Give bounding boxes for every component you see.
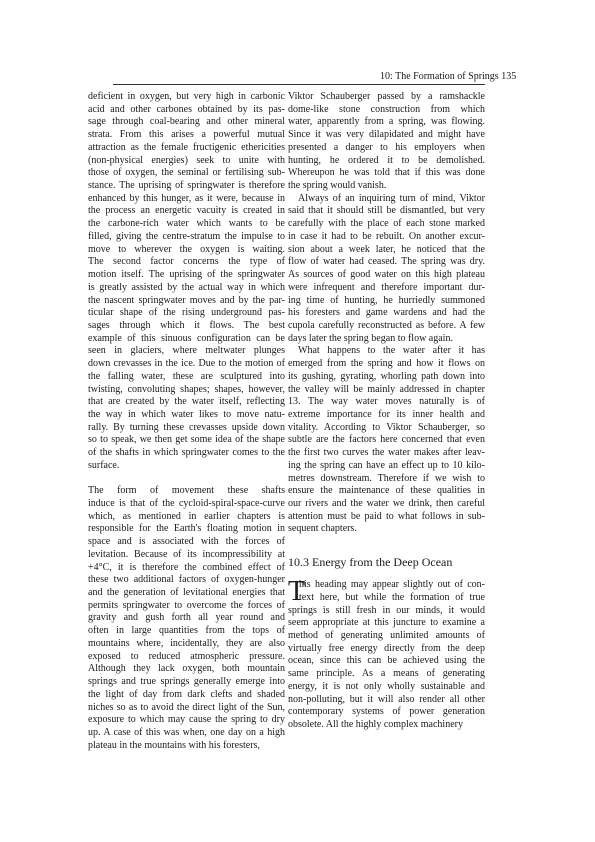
text-line: sage through coal-bearing and other mineral	[88, 116, 285, 128]
text-line: presented a danger to his employers when	[288, 141, 485, 153]
text-line: the carbone-rich water which wants to be	[88, 218, 285, 230]
text-line: his heading may appear slightly out of con-	[299, 579, 485, 591]
text-line: ing the spring can have an effect up to 10 kilo-	[288, 459, 485, 471]
text-line: sion about a week later, he noticed that the	[288, 243, 485, 255]
text-line: Since it was very dilapidated and might have	[288, 129, 485, 141]
text-line: these two additional factors of oxygen-hunger	[88, 574, 285, 586]
text-line: hunting, he ordered it to be demolished.	[288, 154, 485, 166]
text-line: water, apparently from a spring, was flowing.	[288, 116, 485, 128]
text-line: levitation. Because of its incompressibility at	[88, 548, 285, 560]
text-line: (non-physical energies) seek to unite with	[88, 154, 285, 166]
text-line: sages through which it flows. The best	[88, 319, 285, 331]
text-line: rally. By turning these crevasses upside down	[88, 421, 285, 433]
text-line: twisting, convoluting shapes; shapes, however,	[88, 383, 285, 395]
text-line: its gushing, gyrating, whorling path down into	[288, 370, 485, 382]
text-line: in case it had to be rebuilt. On another excur-	[288, 230, 485, 242]
text-line: Although they lack oxygen, both mountain	[88, 663, 285, 675]
text-line: mountains where, incidentally, they are also	[88, 637, 285, 649]
drop-cap: T	[288, 576, 306, 608]
text-line: move to wherever the oxygen is waiting.	[88, 243, 285, 255]
right-column-top	[288, 91, 485, 536]
text-line: the spring would vanish.	[288, 180, 387, 192]
text-line: seem appropriate at this juncture to examine a	[288, 617, 485, 629]
text-line: exposed to reduced atmospheric pressure.	[88, 650, 285, 662]
text-line: gravity and gush forth all year round and	[88, 612, 285, 624]
text-line: example of this sinuous configuration can be	[88, 332, 285, 344]
text-line: flow of water had ceased. The spring was dry.	[288, 256, 485, 268]
text-line: springs is still fresh in our minds, it would	[288, 604, 485, 616]
text-line: space and is associated with the forces of	[88, 536, 285, 548]
text-line: The form of movement these shafts	[88, 485, 285, 497]
text-line: vitality. According to Viktor Schauberger, so	[288, 421, 485, 433]
text-line: the falling water, these are sculptured into	[88, 370, 285, 382]
text-line: virtually free energy directly from the deep	[288, 642, 485, 654]
text-line: same principle. As a means of generating	[288, 668, 485, 680]
text-line: our rivers and the water we drink, then careful	[288, 498, 485, 509]
text-line: responsible for the Earth's floating motion in	[88, 523, 285, 535]
text-line: sequent chapters.	[288, 523, 357, 535]
text-line: said that it should still be dismantled, but very	[288, 205, 485, 217]
text-line: deficient in oxygen, but very high in carbonic	[88, 91, 285, 102]
text-line: often in large quantities from the tops of	[88, 625, 285, 637]
text-line: attention must be paid to what follows in sub-	[288, 510, 485, 522]
header-rule	[113, 84, 485, 85]
left-column	[88, 91, 285, 752]
text-line: ensure the maintenance of these qualities in	[288, 485, 485, 497]
text-line: the light of day from dark clefts and shaded	[88, 688, 285, 700]
text-line: cupola carefully reconstructed as before. A few	[288, 319, 485, 331]
text-line: energy, it is not only wholly sustainable and	[288, 680, 485, 692]
text-line: +4°C, it is therefore the combined effect of	[88, 561, 285, 573]
text-line: method of generating unlimited amounts of	[288, 630, 485, 642]
text-line: contemporary systems of power generation	[288, 706, 485, 718]
text-line: which, as mentioned in earlier chapters is	[88, 510, 285, 522]
text-line: text here, but while the formation of true	[299, 591, 485, 603]
paragraph-break	[88, 473, 285, 486]
text-line: his foresters and game wardens and had the	[288, 307, 485, 319]
running-head: 10: The Formation of Springs 135	[380, 71, 517, 82]
text-line: carefully with the place of each stone marked	[288, 218, 485, 230]
text-line: non-polluting, but it will also render all other	[288, 693, 485, 705]
text-line: that are created by the water itself, reflecting	[88, 396, 285, 408]
text-line: acid and other carbones obtained by its pas-	[88, 103, 285, 115]
text-line: seen in glaciers, where meltwater plunges	[88, 345, 285, 357]
text-line: the valley will be mainly addressed in chapter	[288, 383, 485, 395]
text-line: ticular shape of the rising underground pas-	[88, 307, 285, 319]
text-line: Always of an inquiring turn of mind, Viktor	[298, 192, 485, 204]
text-line: the first two curves the water makes after leav-	[288, 447, 485, 459]
text-line: days later the spring began to flow again.	[288, 332, 453, 344]
text-line: down crevasses in the ice. Due to the motion of	[88, 358, 285, 370]
section-spacer	[288, 536, 485, 555]
text-line: were infrequent and therefore important dur-	[288, 281, 485, 293]
text-line: What happens to the water after it has	[298, 345, 485, 357]
text-line: induce is that of the cycloid-spiral-space-curve	[88, 498, 285, 509]
text-line: so to speak, we then get some idea of the shape	[88, 434, 285, 446]
text-line: the nascent springwater moves and by the par-	[88, 294, 285, 306]
text-line: ing time of hunting, he hurriedly summoned	[288, 294, 485, 306]
section-heading: 10.3 Energy from the Deep Ocean	[288, 555, 453, 570]
text-line: up. A case of this was when, one day on a high	[88, 726, 285, 738]
text-line: stance. The uprising of springwater is therefore	[88, 180, 285, 192]
text-line: springs and true springs generally emerge into	[88, 676, 285, 688]
text-line: attraction as the female fructigenic ethericities	[88, 141, 285, 153]
text-line: the way in which water likes to move natu-	[88, 408, 285, 420]
text-line: permits springwater to overcome the forces of	[88, 599, 285, 611]
text-line: niches so as to avoid the direct light of the Sun,	[88, 701, 285, 713]
text-line: the process an energetic vacuity is created in	[88, 205, 285, 217]
text-line: subtle are the factors here concerned that even	[288, 434, 485, 446]
right-column	[288, 91, 485, 732]
text-line: those of oxygen, the seminal or fertilising sub-	[88, 167, 285, 179]
text-line: motion itself. The uprising of the springwater	[88, 269, 285, 281]
text-line: enhanced by this hunger, as it were, because in	[88, 192, 285, 204]
text-line: As sources of good water on this high plateau	[288, 269, 485, 281]
text-line: 13. The way water moves naturally is of	[288, 396, 485, 408]
text-line: obsolete. All the highly complex machinery	[288, 719, 463, 731]
text-line: metres downstream. Therefore if we wish to	[288, 472, 485, 484]
text-line: emerged from the spring and how it flows on	[288, 358, 485, 370]
text-line: strata. From this arises a powerful mutual	[88, 129, 285, 141]
text-line: ocean, since this can be achieved using the	[288, 655, 485, 667]
text-line: surface.	[88, 459, 120, 471]
text-line: and the generation of levitational energies that	[88, 587, 285, 599]
text-line: plateau in the mountains with his foresters,	[88, 739, 260, 751]
section-body	[288, 576, 485, 732]
text-line: exposure to which may cause the spring to dry	[88, 714, 285, 726]
text-line: The second factor concerns the type of	[88, 256, 285, 268]
text-line: dome-like stone construction from which	[288, 103, 485, 115]
text-line: extreme importance for its inner health and	[288, 408, 485, 420]
text-line: Viktor Schauberger passed by a ramshackle	[288, 91, 485, 102]
text-line: filled, giving the centre-stratum the impulse to	[88, 230, 285, 242]
text-line: of the shafts in which springwater comes to the	[88, 447, 285, 459]
text-line: is greatly assisted by the actual way in which	[88, 281, 285, 293]
text-line: Whereupon he was told that if this was done	[288, 167, 485, 179]
